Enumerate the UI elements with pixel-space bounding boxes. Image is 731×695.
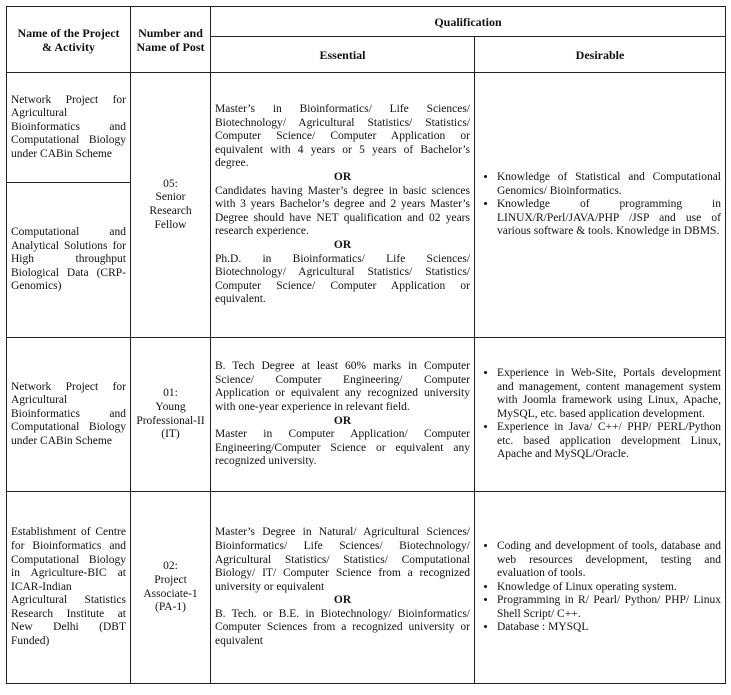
row3-desirable-list — [479, 540, 721, 635]
row3-post-name: Project Associate-1 (PA-1) — [143, 573, 198, 614]
row3-desirable-item: • Programming in R/ Pearl/ Python/ PHP/ Linux Shell Script/ C++. — [497, 594, 721, 621]
row1-essential-1: Master’s in Bioinformatics/ Life Sciences/ Biotechnology/ Agricultural Statistics/ Statistics/ Computer Science/ Computer Application or equivalent with 4 years or 5 years of Bachelor’s degree. — [215, 103, 470, 170]
row2-post — [131, 338, 211, 492]
row1-essential-3: Ph.D. in Bioinformatics/ Life Sciences/ Biotechnology/ Agricultural Statistics/ Statistics/ Computer Science/ Computer Application or equivalent. — [215, 252, 470, 306]
header-project: Name of the Project & Activity — [7, 7, 131, 73]
row3-essential-2: B. Tech. or B.E. in Biotechnology/ Bioinformatics/ Computer Sciences from a recognized university or equivalent — [215, 607, 470, 648]
row1-project-1: Network Project for Agricultural Bioinformatics and Computational Biology under CABin Scheme — [7, 73, 131, 183]
row1-post-name: Senior Research Fellow — [149, 191, 192, 231]
header-essential: Essential — [211, 37, 475, 73]
row2-desirable — [475, 338, 726, 492]
row1-project-2: Computational and Analytical Solutions for High throughput Biological Data (CRP-Genomics) — [7, 183, 131, 338]
row1-desirable — [475, 73, 726, 338]
row2-project: Network Project for Agricultural Bioinformatics and Computational Biology under CABin Scheme — [7, 338, 131, 492]
row3-desirable-item: • Database : MYSQL — [497, 621, 721, 635]
row1-or-2: OR — [333, 238, 352, 251]
row2-post-name: Young Professional-II (IT) — [136, 400, 205, 441]
row1-desirable-item: • Knowledge of programming in LINUX/R/Perl/JAVA/PHP /JSP and use of various software & tools. Knowledge in DBMS. — [497, 198, 721, 239]
row3-desirable-item: • Knowledge of Linux operating system. — [497, 581, 721, 595]
row3-essential-1: Master’s Degree in Natural/ Agricultural Sciences/ Bioinformatics/ Life Sciences/ Biotechnology/ Agricultural Statistics/ Statistics/ Computational Biology/ IT/ Computer Science from a recognized university or equivalent — [215, 526, 470, 593]
row3-desirable-item: • Coding and development of tools, database and web resources development, testing and evaluation of tools. — [497, 540, 721, 581]
row1-post-number: 05: — [163, 177, 178, 190]
row2-essential-1: B. Tech Degree at least 60% marks in Computer Science/ Computer Engineering/ Computer Application or equivalent any recognized university with one-year experience in relevant field. — [215, 360, 470, 413]
row2-essential — [211, 338, 475, 492]
row2-desirable-item: • Experience in Web-Site, Portals development and management, content management system with Joomla framework using Linux, Apache, MySQL, etc. based application development. — [497, 367, 721, 421]
row2-post-number: 01: — [163, 387, 178, 400]
row2-or: OR — [333, 414, 352, 427]
header-qualification: Qualification — [211, 7, 726, 37]
row3-post-number: 02: — [163, 560, 178, 573]
row2-desirable-list — [479, 367, 721, 462]
header-post: Number and Name of Post — [131, 7, 211, 73]
row1-post — [131, 73, 211, 338]
header-desirable: Desirable — [475, 37, 726, 73]
row1-or-1: OR — [333, 171, 352, 184]
row1-desirable-item: • Knowledge of Statistical and Computational Genomics/ Bioinformatics. — [497, 171, 721, 198]
row2-desirable-item: • Experience in Java/ C++/ PHP/ PERL/Python etc. based application development Linux, Apache and MySQL/Oracle. — [497, 421, 721, 462]
row3-post — [131, 492, 211, 684]
qualification-table — [6, 6, 726, 684]
row1-essential — [211, 73, 475, 338]
row3-essential — [211, 492, 475, 684]
row1-essential-2: Candidates having Master’s degree in basic sciences with 3 years Bachelor’s degree and 2 years Master’s Degree should have NET qualification and 02 years research experience. — [215, 184, 470, 238]
row1-desirable-list — [479, 171, 721, 239]
row3-desirable — [475, 492, 726, 684]
row3-project: Establishment of Centre for Bioinformatics and Computational Biology in Agriculture-BIC at ICAR-Indian Agricultural Statistics Research Institute at New Delhi (DBT Funded) — [7, 492, 131, 684]
row3-or: OR — [333, 594, 352, 607]
row2-essential-2: Master in Computer Application/ Computer Engineering/Computer Science or equivalent any recognized university. — [215, 428, 470, 468]
